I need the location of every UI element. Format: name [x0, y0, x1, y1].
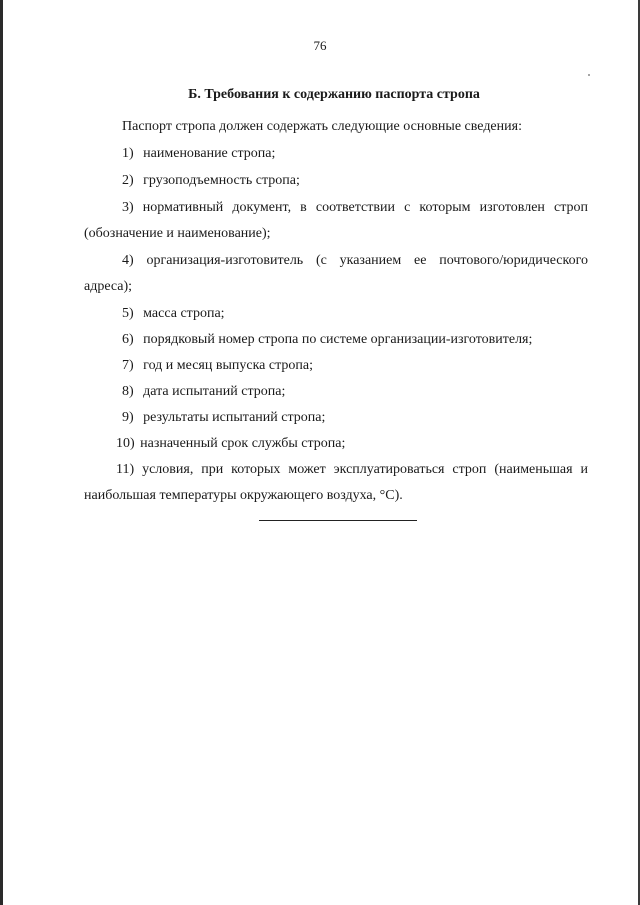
item-text: назначенный срок службы стропа; — [140, 436, 346, 451]
item-text: нормативный документ, в соответствии с которым изготовлен строп — [142, 200, 588, 215]
list-item — [122, 173, 300, 189]
item-text: грузоподъемность стропа; — [143, 173, 300, 188]
intro-paragraph: Паспорт стропа должен содержать следующие основные сведения: — [122, 119, 522, 134]
list-item — [116, 462, 588, 478]
list-item — [122, 306, 225, 322]
item-text: дата испытаний стропа; — [143, 384, 286, 399]
item-number: 7) — [122, 358, 134, 373]
list-item — [122, 410, 325, 426]
section-title: Б. Требования к содержанию паспорта стропа — [188, 87, 480, 102]
item-number: 2) — [122, 173, 134, 188]
scan-speck — [588, 74, 590, 76]
end-separator-line — [259, 520, 417, 521]
scan-edge-left — [0, 0, 3, 905]
item-number: 8) — [122, 384, 134, 399]
list-item — [116, 436, 345, 452]
list-item — [122, 146, 275, 162]
item-text: условия, при которых может эксплуатироваться строп (наименьшая и — [142, 462, 589, 477]
item-number: 1) — [122, 146, 134, 161]
list-item — [122, 200, 588, 216]
page-number: 76 — [313, 38, 327, 53]
item-number: 5) — [122, 306, 134, 321]
item-continuation: (обозначение и наименование); — [84, 226, 271, 241]
item-text: масса стропа; — [143, 306, 225, 321]
item-text: год и месяц выпуска стропа; — [143, 358, 313, 373]
item-text: результаты испытаний стропа; — [143, 410, 326, 425]
item-continuation: адреса); — [84, 279, 133, 294]
item-continuation: наибольшая температуры окружающего воздуха, °С). — [84, 488, 403, 503]
item-number: 10) — [116, 436, 135, 451]
list-item — [122, 253, 588, 269]
item-number: 4) — [122, 253, 134, 268]
list-item — [122, 384, 285, 400]
item-text: организация-изготовитель (с указанием ее почтового/юридического — [146, 253, 588, 268]
item-text: порядковый номер стропа по системе организации-изготовителя; — [143, 332, 533, 347]
item-text: наименование стропа; — [143, 146, 276, 161]
item-number: 3) — [122, 200, 134, 215]
item-number: 9) — [122, 410, 134, 425]
item-number: 6) — [122, 332, 134, 347]
list-item — [122, 332, 532, 348]
item-number: 11) — [116, 462, 135, 477]
list-item — [122, 358, 313, 374]
